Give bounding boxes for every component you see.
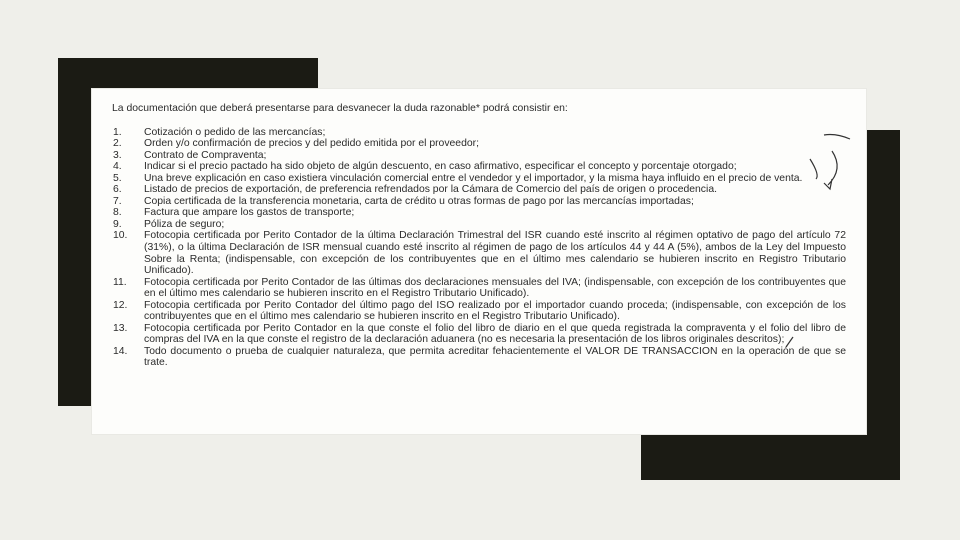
list-item <box>104 196 846 208</box>
list-item-text: Todo documento o prueba de cualquier naturaleza, que permita acreditar fehacientemente el VALOR DE TRANSACCION en la operación de que se trate. <box>144 345 846 369</box>
list-item-text: Fotocopia certificada por Perito Contador en la que conste el folio del libro de diario en el que queda registrada la compraventa y el folio del libro de compras del IVA en la que conste el registro de la declaración aduanera (no es necesaria la presentación de los libros originales descritos); <box>144 322 846 346</box>
list-item <box>104 138 846 150</box>
list-item-text: Fotocopia certificada por Perito Contador de las últimas dos declaraciones mensuales del IVA; (indispensable, con excepción de los contribuyentes que en el último mes calendario se hubieren inscrito en el Registro Tributario Unificado). <box>144 276 846 300</box>
document-list <box>104 127 846 369</box>
handwritten-arrow <box>802 149 852 199</box>
list-item-text: Cotización o pedido de las mercancías; <box>144 126 326 138</box>
handwritten-mark <box>784 335 796 349</box>
list-item <box>104 173 846 185</box>
list-item-number: 3. <box>113 149 122 161</box>
document-body <box>104 103 846 369</box>
list-item-number: 10. <box>113 230 128 242</box>
list-item-text: Fotocopia certificada por Perito Contador del último pago del ISO realizado por el importador cuando proceda; (indispensable, con excepción de los contribuyentes que en el último mes calendario se hubieren inscrito en el Registro Tributario Unificado). <box>144 299 846 323</box>
list-item <box>104 277 846 300</box>
list-item <box>104 207 846 219</box>
list-item-number: 8. <box>113 207 122 219</box>
list-item <box>104 300 846 323</box>
list-item-number: 11. <box>113 276 127 288</box>
list-item-text: Copia certificada de la transferencia monetaria, carta de crédito u otras formas de pago por las mercancías importadas; <box>144 195 694 207</box>
list-item <box>104 230 846 276</box>
list-item-number: 1. <box>113 126 122 138</box>
document-intro: La documentación que deberá presentarse para desvanecer la duda razonable* podrá consistir en: <box>112 103 568 114</box>
list-item-number: 14. <box>113 345 128 357</box>
list-item-number: 2. <box>113 138 122 150</box>
list-item <box>104 323 846 346</box>
list-item <box>104 346 846 369</box>
list-item <box>104 127 846 139</box>
list-item-text: Póliza de seguro; <box>144 218 225 230</box>
list-item-text: Indicar si el precio pactado ha sido objeto de algún descuento, en caso afirmativo, especificar el concepto y porcentaje otorgado; <box>144 161 737 173</box>
list-item-number: 5. <box>113 172 122 184</box>
list-item-text: Listado de precios de exportación, de preferencia refrendados por la Cámara de Comercio del país de origen o procedencia. <box>144 184 717 196</box>
list-item-number: 4. <box>113 161 122 173</box>
scanned-document <box>92 89 866 434</box>
handwritten-mark <box>822 131 852 145</box>
list-item-text: Orden y/o confirmación de precios y del pedido emitida por el proveedor; <box>144 138 479 150</box>
list-item-number: 6. <box>113 184 122 196</box>
list-item <box>104 184 846 196</box>
list-item <box>104 150 846 162</box>
list-item-number: 7. <box>113 195 122 207</box>
list-item-text: Una breve explicación en caso existiera vinculación comercial entre el vendedor y el importador, y la misma haya influido en el precio de venta. <box>144 172 803 184</box>
list-item-text: Fotocopia certificada por Perito Contador de la última Declaración Trimestral del ISR cuando esté inscrito al régimen optativo de pago del artículo 72 (31%), o la última Declaración de ISR mensual cuando esté inscrito al régimen de pago de los artículos 44 y 44 A (5%), ambos de la Ley del Impuesto Sobre la Renta; (indispensable, con excepción de los contribuyentes que en el último mes calendario se hubieren inscrito en Registro Tributario Unificado). <box>144 230 846 277</box>
list-item-text: Factura que ampare los gastos de transporte; <box>144 207 355 219</box>
list-item-text: Contrato de Compraventa; <box>144 149 267 161</box>
list-item <box>104 219 846 231</box>
list-item-number: 9. <box>113 218 122 230</box>
list-item-number: 12. <box>113 299 128 311</box>
list-item-number: 13. <box>113 322 128 334</box>
list-item <box>104 161 846 173</box>
